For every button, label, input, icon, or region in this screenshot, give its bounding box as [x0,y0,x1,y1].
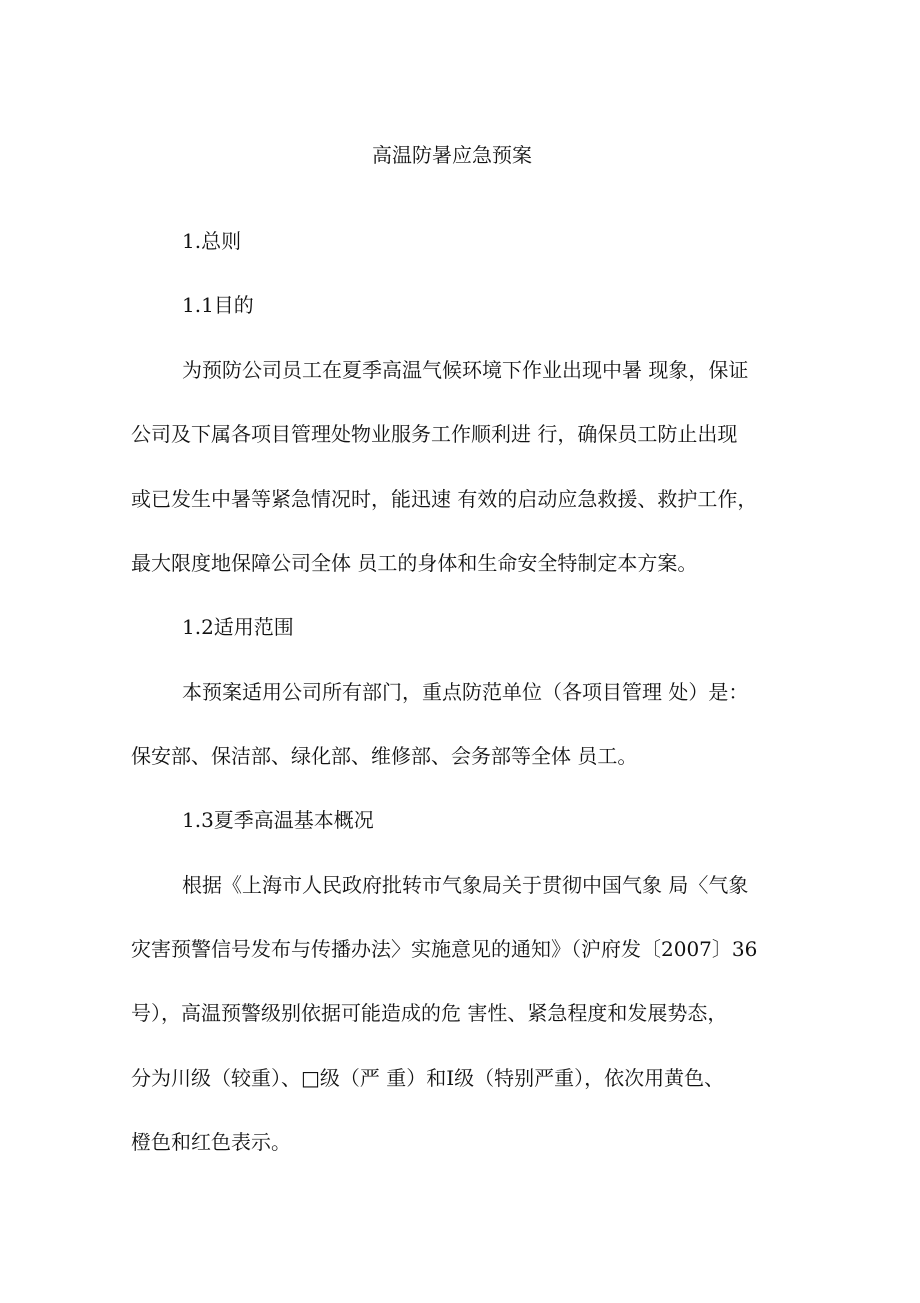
section-heading-1: 1.总则 [182,229,242,253]
purpose-line-2: 公司及下属各项目管理处物业服务工作顺利进 行，确保员工防止出现 [131,422,738,446]
overview-line-4: 分为川级（较重）、□级（严 重）和I级（特别严重），依次用黄色、 [131,1066,725,1090]
purpose-line-1: 为预防公司员工在夏季高温气候环境下作业出现中暑 现象，保证 [182,358,749,382]
overview-line-1: 根据《上海市人民政府批转市气象局关于贯彻中国气象 局〈气象 [182,873,749,897]
document-title: 高温防暑应急预案 [372,143,532,167]
section-heading-1-1: 1.1目的 [182,293,254,317]
purpose-line-4: 最大限度地保障公司全体 员工的身体和生命安全特制定本方案。 [131,551,698,575]
scope-line-2: 保安部、保洁部、绿化部、维修部、会务部等全体 员工。 [131,744,638,768]
overview-line-3: 号），高温预警级别依据可能造成的危 害性、紧急程度和发展势态， [131,1001,728,1025]
overview-line-2: 灾害预警信号发布与传播办法〉实施意见的通知》（沪府发〔2007〕36 [131,937,758,961]
overview-line-5: 橙色和红色表示。 [131,1130,291,1154]
section-heading-1-2: 1.2适用范围 [182,615,294,639]
purpose-line-3: 或已发生中暑等紧急情况时，能迅速 有效的启动应急救援、救护工作， [131,487,758,511]
scope-line-1: 本预案适用公司所有部门，重点防范单位（各项目管理 处）是： [182,680,749,704]
section-heading-1-3: 1.3夏季高温基本概况 [182,808,374,832]
